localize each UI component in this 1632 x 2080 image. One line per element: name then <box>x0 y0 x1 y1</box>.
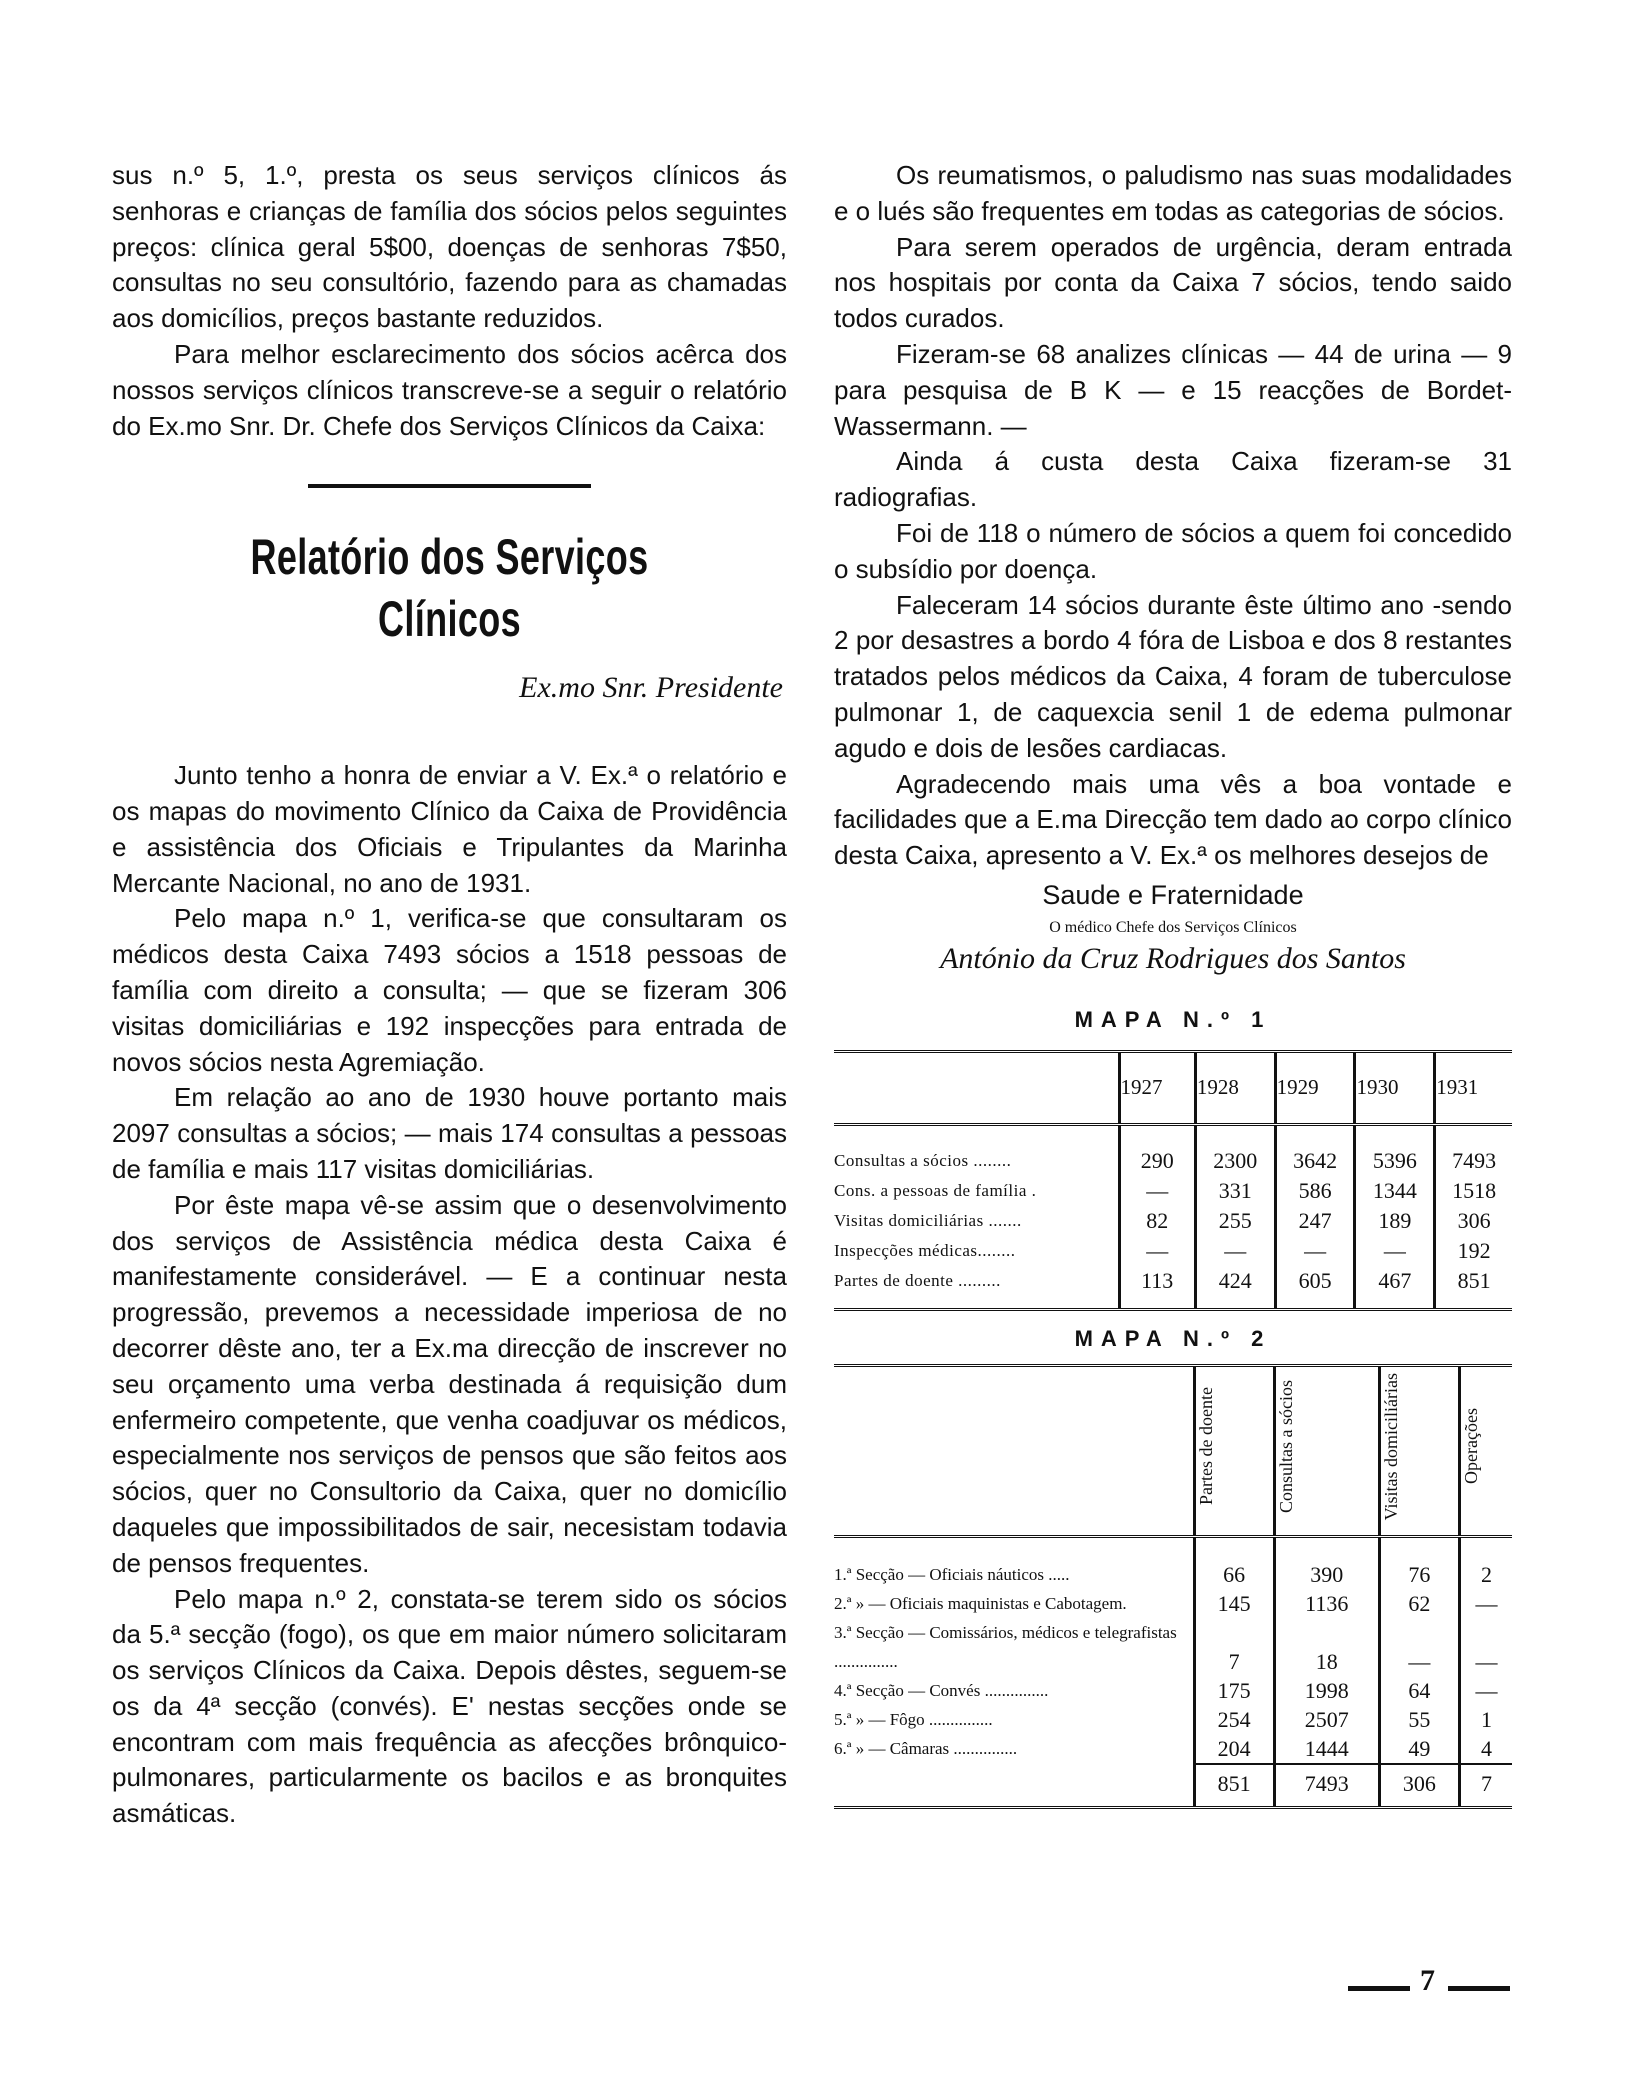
row-label: Consultas a sócios ........ <box>834 1150 1012 1170</box>
paragraph: Para melhor esclarecimento dos sócios acêrca dos nossos serviços clínicos transcreve-se a seguir o relatório do Ex.mo Snr. Dr. Chefe dos Serviços Clínicos da Caixa: <box>112 338 787 441</box>
table-row <box>834 1124 1512 1176</box>
mapa1-table <box>834 1050 1512 1311</box>
row-label: 1.ª Secção — Oficiais náuticos ..... <box>834 1565 1070 1585</box>
totals-label-blank <box>834 1764 1194 1808</box>
cell: 5396 <box>1355 1124 1435 1176</box>
cell: 145 <box>1194 1589 1274 1618</box>
total-cell: 851 <box>1194 1764 1274 1808</box>
left-column <box>112 158 787 1832</box>
mapa1-col-header: 1928 <box>1195 1051 1275 1124</box>
paragraph: Pelo mapa n.º 2, constata-se terem sido os sócios da 5.ª secção (fogo), os que em maior número solicitaram os serviços Clínicos da Caixa. Depois dêstes, seguem-se os da 4ª secção (convés). E' nestas secções onde se encontram com mais frequência as afecções brônquico-pulmonares, particularmente os bacilos e as bronquites asmáticas. <box>112 1583 787 1829</box>
cell: 390 <box>1274 1537 1379 1590</box>
total-cell: 7 <box>1460 1764 1512 1808</box>
row-label: Partes de doente ......... <box>834 1270 1001 1290</box>
totals-row <box>834 1764 1512 1808</box>
paragraph: Fizeram-se 68 analizes clínicas — 44 de urina — 9 para pesquisa de B K — e 15 reacções de Bordet-Wassermann. — <box>834 338 1512 441</box>
table-row <box>834 1537 1512 1590</box>
cell: 113 <box>1119 1266 1195 1310</box>
paragraph: Ainda á custa desta Caixa fizeram-se 31 radiografias. <box>834 446 1512 513</box>
cell: — <box>1460 1676 1512 1705</box>
cell: 192 <box>1435 1236 1512 1266</box>
cell: 66 <box>1194 1537 1274 1590</box>
cell: 2300 <box>1195 1124 1275 1176</box>
cell: 255 <box>1195 1206 1275 1236</box>
cell: 586 <box>1275 1176 1355 1206</box>
cell: 424 <box>1195 1266 1275 1310</box>
row-label: Visitas domiciliárias ....... <box>834 1210 1022 1230</box>
table-row <box>834 1266 1512 1310</box>
row-label: Inspecções médicas........ <box>834 1240 1016 1260</box>
cell: 3642 <box>1275 1124 1355 1176</box>
cell: — <box>1195 1236 1275 1266</box>
mapa1-col-header: 1931 <box>1435 1051 1512 1124</box>
cell: — <box>1355 1236 1435 1266</box>
signer-name: António da Cruz Rodrigues dos Santos <box>940 941 1406 975</box>
column-heading: Operações <box>1461 1408 1482 1485</box>
cell: 2 <box>1460 1537 1512 1590</box>
cell: — <box>1119 1236 1195 1266</box>
cell: 204 <box>1194 1734 1274 1764</box>
cell: 851 <box>1435 1266 1512 1310</box>
page-number-rule <box>1348 1986 1410 1991</box>
mapa2-col-header <box>1460 1366 1512 1537</box>
report-title: Relatório dos Serviços Clínicos <box>250 529 649 648</box>
paragraph: Agradecendo mais uma vês a boa vontade e facilidades que a E.ma Direcção tem dado ao corpo clínico desta Caixa, apresento a V. Ex.ª os melhores desejos de <box>834 768 1512 871</box>
cell: 1 <box>1460 1705 1512 1734</box>
cell: 1518 <box>1435 1176 1512 1206</box>
cell: 1344 <box>1355 1176 1435 1206</box>
mapa1-col-header: 1930 <box>1355 1051 1435 1124</box>
total-cell: 7493 <box>1274 1764 1379 1808</box>
title-rule <box>308 484 591 488</box>
paragraph: Foi de 118 o número de sócios a quem foi concedido o subsídio por doença. <box>834 517 1512 584</box>
cell: — <box>1460 1589 1512 1618</box>
table-row <box>834 1589 1512 1618</box>
row-label: 5.ª » — Fôgo ............... <box>834 1710 993 1730</box>
row-label: 3.ª Secção — Comissários, médicos e telegrafistas ............... <box>834 1623 1177 1672</box>
cell: 4 <box>1460 1734 1512 1764</box>
table-row <box>834 1618 1512 1676</box>
total-cell: 306 <box>1379 1764 1459 1808</box>
cell: 1998 <box>1274 1676 1379 1705</box>
table-row <box>834 1236 1512 1266</box>
mapa2-col-header <box>1194 1366 1274 1537</box>
cell: 1136 <box>1274 1589 1379 1618</box>
row-label: Cons. a pessoas de família . <box>834 1180 1037 1200</box>
cell: 189 <box>1355 1206 1435 1236</box>
cell: 82 <box>1119 1206 1195 1236</box>
row-label: 6.ª » — Câmaras ............... <box>834 1739 1018 1759</box>
cell: 64 <box>1379 1676 1459 1705</box>
mapa1-col-header: 1927 <box>1119 1051 1195 1124</box>
salutation: Ex.mo Snr. Presidente <box>519 671 783 705</box>
mapa1-title: MAPA N.º 1 <box>1074 1006 1272 1032</box>
paragraph: sus n.º 5, 1.º, presta os seus serviços clínicos ás senhoras e crianças de família dos sócios pelos seguintes preços: clínica geral 5$00, doenças de senhoras 7$50, consultas no seu consultório, fazendo para as chamadas aos domicílios, preços bastante reduzidos. <box>112 160 787 334</box>
page-number-block <box>1348 1964 1518 2004</box>
cell: 175 <box>1194 1676 1274 1705</box>
table-row <box>834 1176 1512 1206</box>
cell: — <box>1275 1236 1355 1266</box>
cell: 467 <box>1355 1266 1435 1310</box>
paragraph: Em relação ao ano de 1930 houve portanto mais 2097 consultas a sócios; — mais 174 consultas a pessoas de família e mais 117 visitas domiciliárias. <box>112 1082 787 1184</box>
column-heading: Partes de doente <box>1195 1387 1216 1506</box>
cell: — <box>1460 1618 1512 1676</box>
mapa2-corner <box>834 1366 1194 1537</box>
paragraph: Para serem operados de urgência, deram entrada nos hospitais por conta da Caixa 7 sócios, tendo saido todos curados. <box>834 231 1512 334</box>
mapa2-col-header <box>1379 1366 1459 1537</box>
cell: — <box>1379 1618 1459 1676</box>
mapa2-col-header <box>1274 1366 1379 1537</box>
paragraph: Junto tenho a honra de enviar a V. Ex.ª o relatório e os mapas do movimento Clínico da Caixa de Providência e assistência dos Oficiais e Tripulantes da Marinha Mercante Nacional, no ano de 1931. <box>112 760 787 898</box>
table-row <box>834 1705 1512 1734</box>
column-heading: Visitas domiciliárias <box>1380 1372 1401 1521</box>
cell: 55 <box>1379 1705 1459 1734</box>
cell: 1444 <box>1274 1734 1379 1764</box>
mapa2-table <box>834 1364 1512 1809</box>
page-number: 7 <box>1420 1964 1435 1997</box>
page-number-rule <box>1448 1986 1510 1991</box>
mapa1-corner <box>834 1051 1119 1124</box>
row-label: 4.ª Secção — Convés ............... <box>834 1681 1049 1701</box>
table-row <box>834 1734 1512 1764</box>
cell: 7493 <box>1435 1124 1512 1176</box>
row-label: 2.ª » — Oficiais maquinistas e Cabotagem. <box>834 1594 1127 1614</box>
mapa2-title: MAPA N.º 2 <box>1074 1325 1272 1351</box>
paragraph: Faleceram 14 sócios durante êste último ano -sendo 2 por desastres a bordo 4 fóra de Lisboa e dos 8 restantes tratados pelos médicos da Caixa, 4 foram de tuberculose pulmonar 1, de caquexcia senil 1 de edema pulmonar agudo e dois de lesões cardiacas. <box>834 589 1512 763</box>
table-row <box>834 1676 1512 1705</box>
cell: 7 <box>1194 1618 1274 1676</box>
cell: 247 <box>1275 1206 1355 1236</box>
paragraph: Pelo mapa n.º 1, verifica-se que consultaram os médicos desta Caixa 7493 sócios a 1518 pessoas de família com direito a consulta; — que se fizeram 306 visitas domiciliárias e 192 inspecções para entrada de novos sócios nesta Agremiação. <box>112 903 787 1077</box>
cell: 2507 <box>1274 1705 1379 1734</box>
table-row <box>834 1206 1512 1236</box>
cell: 331 <box>1195 1176 1275 1206</box>
cell: 76 <box>1379 1537 1459 1590</box>
cell: 62 <box>1379 1589 1459 1618</box>
cell: 306 <box>1435 1206 1512 1236</box>
cell: 18 <box>1274 1618 1379 1676</box>
cell: — <box>1119 1176 1195 1206</box>
signer-role: O médico Chefe dos Serviços Clínicos <box>1049 918 1297 936</box>
cell: 290 <box>1119 1124 1195 1176</box>
cell: 254 <box>1194 1705 1274 1734</box>
right-column <box>834 158 1512 1809</box>
cell: 605 <box>1275 1266 1355 1310</box>
closing: Saude e Fraternidade <box>1042 879 1304 910</box>
cell: 49 <box>1379 1734 1459 1764</box>
paragraph: Por êste mapa vê-se assim que o desenvolvimento dos serviços de Assistência médica desta Caixa é manifestamente considerável. — E a continuar nesta progressão, prevemos a necessidade imperiosa de no decorrer dêste ano, ter a Ex.ma direcção de inscrever no seu orçamento uma verba destinada á requisição dum enfermeiro competente, que venha coadjuvar os médicos, especialmente nos serviços de pensos que são feitos aos sócios, quer no Consultorio da Caixa, quer no domicílio daqueles que impossibilitados de sair, necesistam todavia de pensos frequentes. <box>112 1189 787 1578</box>
mapa1-col-header: 1929 <box>1275 1051 1355 1124</box>
paragraph: Os reumatismos, o paludismo nas suas modalidades e o lués são frequentes em todas as categorias de sócios. <box>834 160 1512 226</box>
column-heading: Consultas a sócios <box>1275 1379 1296 1513</box>
